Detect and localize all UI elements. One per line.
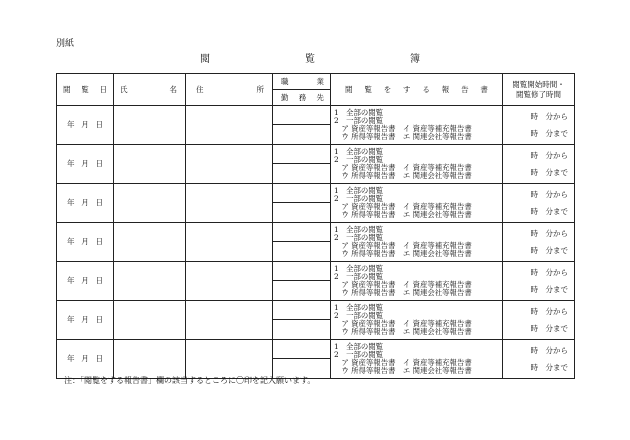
report-option[interactable]: ウ 所得等報告書 エ 関連会社等報告書 [334,132,472,141]
address-cell[interactable] [186,262,273,301]
report-option[interactable]: ア 資産等報告書 イ 資産等補充報告書 [334,280,472,289]
time-cell[interactable] [503,340,575,379]
occupation-field[interactable] [273,301,330,320]
occupation-field[interactable] [273,340,330,359]
report-selection-cell[interactable] [331,145,503,184]
report-option[interactable]: ウ 所得等報告書 エ 関連会社等報告書 [334,171,472,180]
report-option[interactable]: ア 資産等報告書 イ 資産等補充報告書 [334,319,472,328]
name-cell[interactable] [114,223,186,262]
name-cell[interactable] [114,106,186,145]
address-cell[interactable] [186,106,273,145]
header-workplace: 勤 務 先 [273,90,331,106]
occupation-field[interactable] [273,145,330,164]
register-row [57,262,575,301]
start-time[interactable]: 時 分から [530,229,568,238]
occupation-workplace-cell[interactable] [273,262,331,301]
visit-date-cell[interactable]: 年 月 日 [57,301,114,340]
header-name: 氏 名 [114,74,186,106]
report-option[interactable]: 1 全部の閲覧 [334,108,384,117]
address-cell[interactable] [186,223,273,262]
start-time[interactable]: 時 分から [530,112,568,121]
footnote: 注：「閲覧をする報告書」欄の該当するところに〇印を記入願います。 [64,376,316,385]
name-cell[interactable] [114,262,186,301]
report-option[interactable]: ア 資産等報告書 イ 資産等補充報告書 [334,241,472,250]
start-time[interactable]: 時 分から [530,268,568,277]
report-option[interactable]: 2 一部の閲覧 [334,116,384,125]
address-cell[interactable] [186,340,273,379]
report-option[interactable]: 2 一部の閲覧 [334,233,384,242]
report-option[interactable]: 2 一部の閲覧 [334,194,384,203]
address-cell[interactable] [186,145,273,184]
occupation-field[interactable] [273,223,330,242]
report-selection-cell[interactable] [331,184,503,223]
report-option[interactable]: ア 資産等報告書 イ 資産等補充報告書 [334,163,472,172]
report-option[interactable]: 1 全部の閲覧 [334,147,384,156]
occupation-workplace-cell[interactable] [273,340,331,379]
start-time[interactable]: 時 分から [530,307,568,316]
name-cell[interactable] [114,340,186,379]
report-selection-cell[interactable] [331,223,503,262]
register-row [57,340,575,379]
end-time[interactable]: 時 分まで [530,246,568,255]
register-table [56,73,575,379]
visit-date-cell[interactable]: 年 月 日 [57,262,114,301]
report-selection-cell[interactable] [331,262,503,301]
address-cell[interactable] [186,184,273,223]
start-time[interactable]: 時 分から [530,190,568,199]
header-time: 閲覧開始時間・ 閲覧修了時間 [503,74,575,106]
end-time[interactable]: 時 分まで [530,363,568,372]
visit-date-cell[interactable]: 年 月 日 [57,184,114,223]
register-row [57,184,575,223]
report-option[interactable]: ウ 所得等報告書 エ 関連会社等報告書 [334,210,472,219]
report-option[interactable]: 1 全部の閲覧 [334,264,384,273]
header-report: 閲 覧 を す る 報 告 書 [331,74,503,106]
occupation-workplace-cell[interactable] [273,106,331,145]
address-cell[interactable] [186,301,273,340]
title-char: 簿 [410,54,420,65]
visit-date-cell[interactable]: 年 月 日 [57,340,114,379]
time-cell[interactable] [503,145,575,184]
annex-label: 別紙 [56,39,75,49]
report-option[interactable]: ウ 所得等報告書 エ 関連会社等報告書 [334,249,472,258]
page-title [200,50,420,65]
time-cell[interactable] [503,223,575,262]
report-option[interactable]: 1 全部の閲覧 [334,342,384,351]
title-char: 閲 [200,54,210,65]
report-option[interactable]: 2 一部の閲覧 [334,155,384,164]
end-time[interactable]: 時 分まで [530,207,568,216]
header-address: 住 所 [186,74,273,106]
report-option[interactable]: 2 一部の閲覧 [334,350,384,359]
visit-date-cell[interactable]: 年 月 日 [57,106,114,145]
header-occupation: 職 業 [273,74,331,90]
end-time[interactable]: 時 分まで [530,168,568,177]
report-option[interactable]: 2 一部の閲覧 [334,272,384,281]
register-row [57,301,575,340]
occupation-workplace-cell[interactable] [273,145,331,184]
register-row [57,223,575,262]
register-row [57,145,575,184]
name-cell[interactable] [114,145,186,184]
title-char: 覧 [305,54,315,65]
report-option[interactable]: 1 全部の閲覧 [334,186,384,195]
register-row [57,106,575,145]
report-option[interactable]: 2 一部の閲覧 [334,311,384,320]
report-selection-cell[interactable] [331,301,503,340]
report-selection-cell[interactable] [331,106,503,145]
occupation-workplace-cell[interactable] [273,223,331,262]
occupation-field[interactable] [273,262,330,281]
visit-date-cell[interactable]: 年 月 日 [57,223,114,262]
visit-date-cell[interactable]: 年 月 日 [57,145,114,184]
report-option[interactable]: ア 資産等報告書 イ 資産等補充報告書 [334,124,472,133]
time-cell[interactable] [503,184,575,223]
occupation-workplace-cell[interactable] [273,184,331,223]
report-option[interactable]: ウ 所得等報告書 エ 関連会社等報告書 [334,288,472,297]
occupation-field[interactable] [273,106,330,125]
header-date: 閲 覧 日 [57,74,114,106]
start-time[interactable]: 時 分から [530,346,568,355]
report-option[interactable]: 1 全部の閲覧 [334,303,384,312]
time-cell[interactable] [503,301,575,340]
report-selection-cell[interactable] [331,340,503,379]
occupation-field[interactable] [273,184,330,203]
report-option[interactable]: ウ 所得等報告書 エ 関連会社等報告書 [334,366,472,375]
name-cell[interactable] [114,184,186,223]
name-cell[interactable] [114,301,186,340]
time-cell[interactable] [503,106,575,145]
report-option[interactable]: ウ 所得等報告書 エ 関連会社等報告書 [334,327,472,336]
occupation-workplace-cell[interactable] [273,301,331,340]
end-time[interactable]: 時 分まで [530,129,568,138]
report-option[interactable]: 1 全部の閲覧 [334,225,384,234]
start-time[interactable]: 時 分から [530,151,568,160]
report-option[interactable]: ア 資産等報告書 イ 資産等補充報告書 [334,202,472,211]
end-time[interactable]: 時 分まで [530,324,568,333]
time-cell[interactable] [503,262,575,301]
end-time[interactable]: 時 分まで [530,285,568,294]
report-option[interactable]: ア 資産等報告書 イ 資産等補充報告書 [334,358,472,367]
